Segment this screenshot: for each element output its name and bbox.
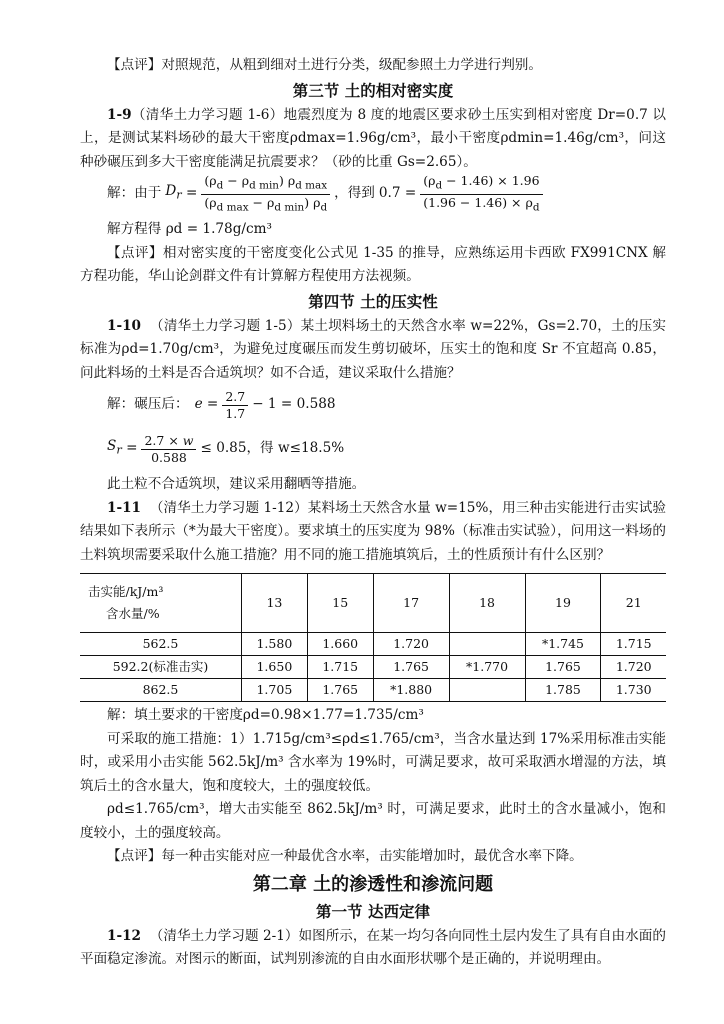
table-row — [80, 656, 666, 679]
table-row — [80, 633, 666, 656]
solution-line: 解：填土要求的干密度ρd=0.98×1.77=1.735/cm³ — [107, 707, 424, 723]
equation-saturation: $S_r$ = $\frac{2.7 \times w}{0.588}$ ≤ 0.85 ，得 w≤18.5% — [107, 432, 345, 465]
table-cell: 1.765 — [307, 679, 373, 702]
chapter-title: 第二章 土的渗透性和渗流问题 — [252, 873, 494, 895]
row-label: 562.5 — [80, 633, 241, 656]
column-header: 15 — [307, 574, 373, 633]
table-cell: 1.765 — [373, 656, 449, 679]
header-line-2: 含水量/% — [106, 606, 160, 621]
problem-1-11 — [80, 497, 666, 568]
solution-suffix: ，得 w≤18.5% — [246, 440, 345, 457]
table-cell: 1.720 — [601, 656, 666, 679]
column-header: 18 — [449, 574, 525, 633]
problem-1-10 — [80, 315, 666, 386]
solution-result: 解方程得 ρd = 1.78g/cm³ — [107, 221, 272, 237]
problem-text: （清华土力学习题 1-5）某土坝料场土的天然含水率 w=22%，Gs=2.70，土的压实标准为ρd=1.70g/cm³，为避免过度碾压而发生剪切破坏，压实土的饱和度 Sr 不宜超高 0.85，问此料场的土料是否合适筑坝？如不合适，建议采取什么措施？ — [80, 317, 666, 381]
equation-void-ratio: 解：碾压后： e = $\frac{2.7}{1.7}$ − 1 = 0.588 — [107, 388, 336, 421]
section-title-3: 第三节 土的相对密实度 — [292, 80, 454, 100]
problem-1-9 — [80, 104, 666, 175]
table-cell: 1.650 — [241, 656, 307, 679]
comment-paragraph: 【点评】相对密实度的干密度变化公式见 1-35 的推导，应熟练运用卡西欧 FX991CNX 解方程功能，华山论剑群文件有计算解方程使用方法视频。 — [80, 244, 666, 284]
table-cell: 1.730 — [601, 679, 666, 702]
problem-text: （清华土力学习题 1-12）某料场土天然含水量 w=15%，用三种击实能进行击实试验结果如下表所示（*为最大干密度）。要求填土的压实度为 98%（标准击实试验），问用这一料场的土料筑坝需要采取什么施工措施？用不同的施工措施填筑后，土的性质预计有什么区别？ — [80, 499, 666, 563]
fraction: $\frac{(\rho_d - \rho_{d min}) \rho_{d max}}{(\rho_{d max} - \rho_{d min}) \rho_d}$ — [201, 173, 330, 215]
table-header-row — [80, 574, 666, 633]
table-header-corner — [80, 574, 241, 633]
section-title-4: 第四节 土的压实性 — [308, 291, 438, 311]
table-cell: 1.785 — [525, 679, 601, 702]
table-cell: 1.715 — [601, 633, 666, 656]
table-cell: 1.580 — [241, 633, 307, 656]
solution-prefix: 解：碾压后： — [107, 396, 189, 413]
column-header: 21 — [601, 574, 666, 633]
table-cell — [449, 633, 525, 656]
table-cell: 1.765 — [525, 656, 601, 679]
table-cell: 1.715 — [307, 656, 373, 679]
column-header: 13 — [241, 574, 307, 633]
section-title-1: 第一节 达西定律 — [316, 901, 430, 921]
header-line-1: 击实能/kJ/m³ — [88, 584, 164, 599]
table-row — [80, 679, 666, 702]
table-cell: *1.880 — [373, 679, 449, 702]
table-cell: 1.705 — [241, 679, 307, 702]
solution-paragraph: ρd≤1.765/cm³，增大击实能至 862.5kJ/m³ 时，可满足要求，此时土的含水量减小，饱和度较小，土的强度较高。 — [80, 801, 666, 841]
comment-paragraph: 【点评】对照规范，从粗到细对土进行分类，级配参照土力学进行判别。 — [107, 57, 542, 73]
problem-number: 1-12 — [107, 927, 142, 944]
table-cell: *1.745 — [525, 633, 601, 656]
table-cell: *1.770 — [449, 656, 525, 679]
fraction: $\frac{2.7 \times w}{0.588}$ — [141, 433, 196, 466]
table-cell — [449, 679, 525, 702]
row-label: 592.2(标准击实) — [80, 656, 241, 679]
fraction: $\frac{(\rho_d - 1.46) \times 1.96}{(1.96 - 1.46) \times \rho_d}$ — [420, 173, 542, 215]
column-header: 17 — [373, 574, 449, 633]
problem-text: （清华土力学习题 2-1）如图所示，在某一均匀各向同性土层内发生了具有自由水面的平面稳定渗流。对图示的断面，试判别渗流的自由水面形状哪个是正确的，并说明理由。 — [80, 927, 666, 967]
solution-paragraph: 可采取的施工措施：1）1.715g/cm³≤ρd≤1.765/cm³，当含水量达到 17%采用标准击实能时，或采用小击实能 562.5kJ/m³ 含水率为 19%时，可满足要求，故可采取洒水增湿的方法，填筑后土的含水量大，饱和度较大，土的强度较低。 — [80, 730, 666, 794]
solution-mid: ，得到 — [334, 185, 375, 202]
table-cell: 1.660 — [307, 633, 373, 656]
column-header: 19 — [525, 574, 601, 633]
compaction-table — [80, 573, 666, 702]
solution-prefix: 解：由于 — [107, 185, 162, 202]
problem-text: （清华土力学习题 1-6）地震烈度为 8 度的地震区要求砂土压实到相对密度 Dr=0.7 以上，是测试某料场砂的最大干密度ρdmax=1.96g/cm³，最小干密度ρdmin=1.46g/cm³，问这种砂碾压到多大干密度能满足抗震要求？（砂的比重 Gs=2.65）。 — [80, 106, 666, 170]
equation-relative-density: 解：由于 $D_r$ = $\frac{(\rho_d - \rho_{d min}) \rho_{d max}}{(\rho_{d max} - \rho_{d min}) \rho_d}$ ，得到 0.7 = $\frac{(\rho_d - 1.46) \times 1.96}{(1.96 - 1.46) \times \rho_d}$ — [80, 174, 666, 218]
row-label: 862.5 — [80, 679, 241, 702]
problem-1-12 — [80, 925, 666, 972]
document-page — [80, 54, 666, 972]
fraction: $\frac{2.7}{1.7}$ — [222, 389, 248, 422]
comment-paragraph: 【点评】每一种击实能对应一种最优含水率，击实能增加时，最优含水率下降。 — [107, 848, 583, 864]
table-cell: 1.720 — [373, 633, 449, 656]
problem-number: 1-10 — [107, 317, 142, 334]
problem-number: 1-11 — [107, 499, 142, 516]
conclusion: 此土粒不合适筑坝，建议采用翻晒等措施。 — [107, 476, 366, 492]
problem-number: 1-9 — [107, 106, 132, 123]
